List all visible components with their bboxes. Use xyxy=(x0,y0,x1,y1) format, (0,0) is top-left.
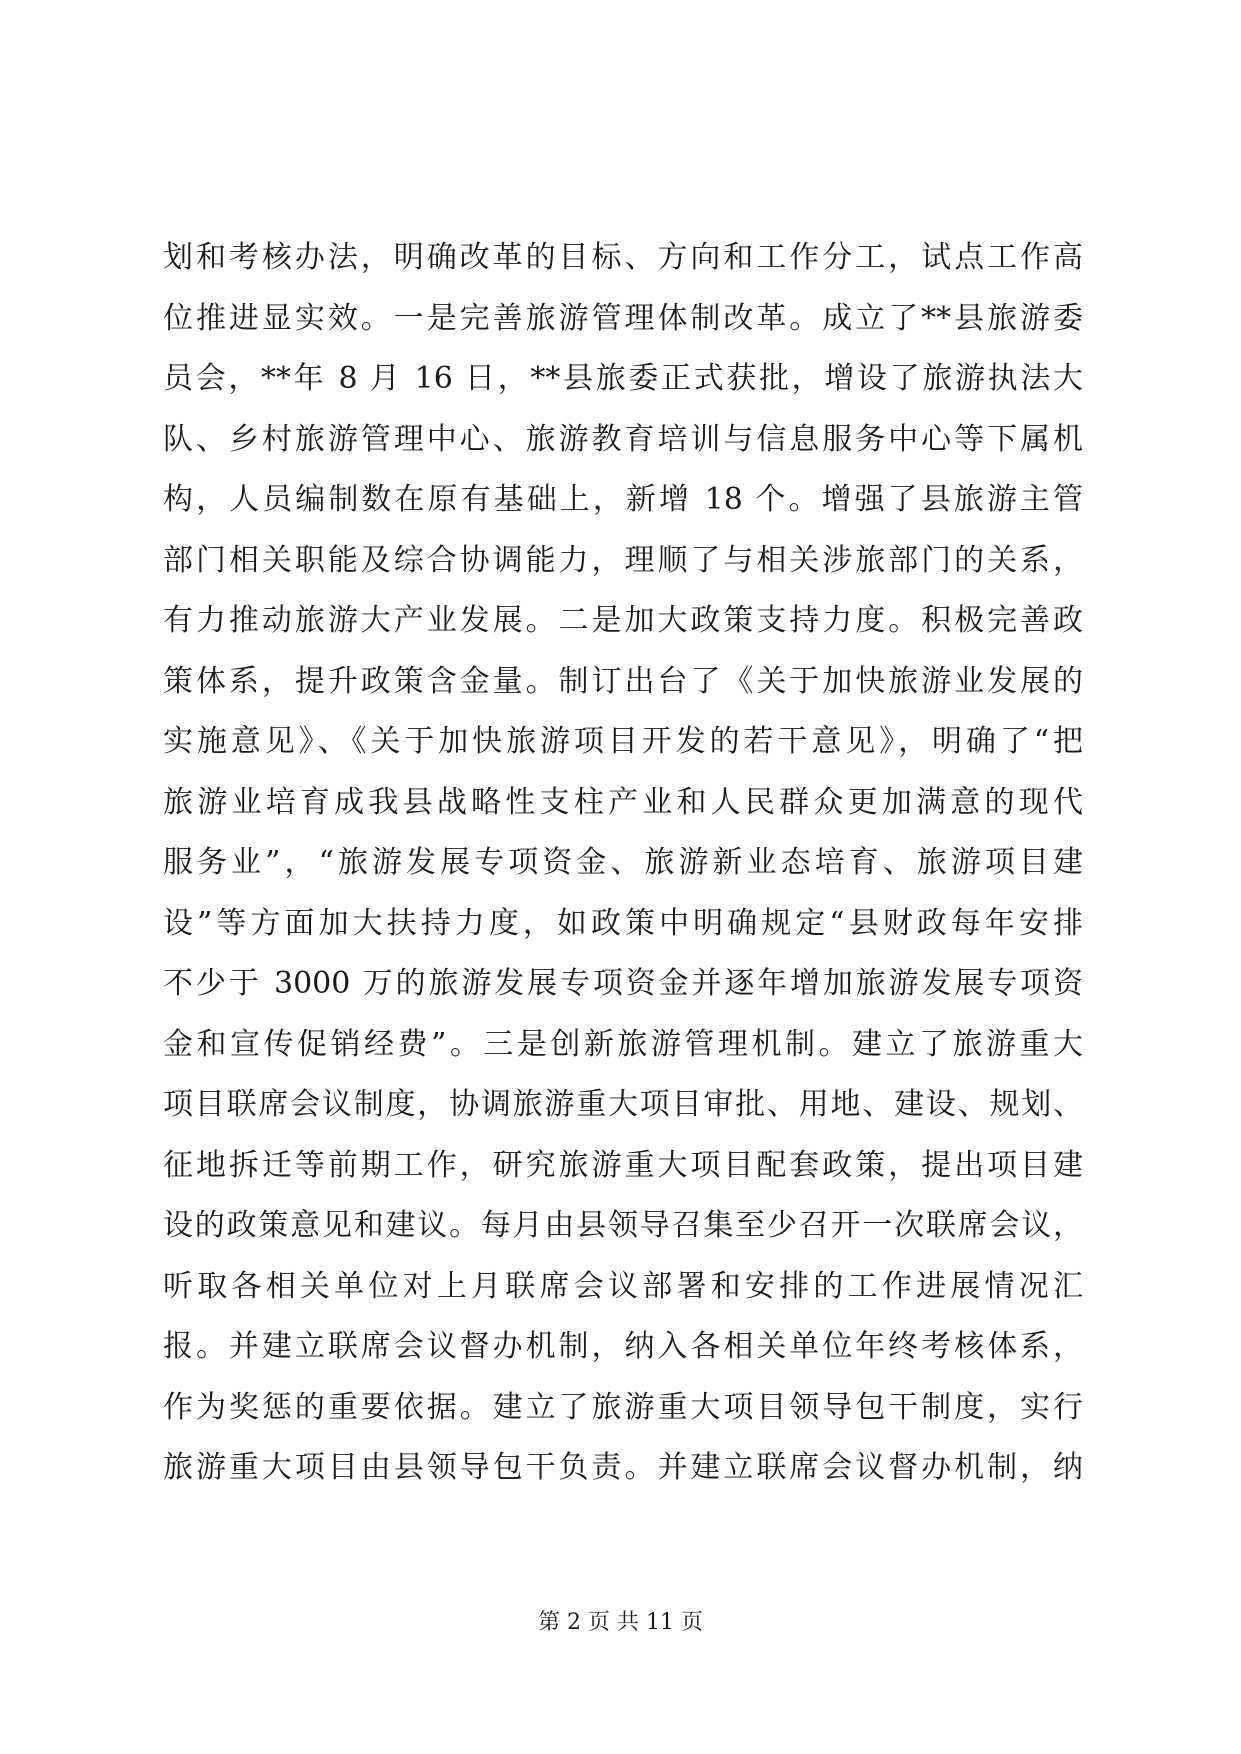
text-line: 设的政策意见和建议。每月由县领导召集至少召开一次联席会议， xyxy=(163,1208,1083,1243)
text-line: 队、乡村旅游管理中心、旅游教育培训与信息服务中心等下属机 xyxy=(163,421,1083,457)
text-line: 不少于 3000 万的旅游发展专项资金并逐年增加旅游发展专项资 xyxy=(163,966,1083,1001)
text-line: 员会，**年 8 月 16 日，**县旅委正式获批，增设了旅游执法大 xyxy=(163,361,1083,396)
text-line: 作为奖惩的重要依据。建立了旅游重大项目领导包干制度，实行 xyxy=(163,1389,1083,1425)
text-line: 报。并建立联席会议督办机制，纳入各相关单位年终考核体系， xyxy=(163,1329,1083,1364)
text-line: 征地拆迁等前期工作，研究旅游重大项目配套政策，提出项目建 xyxy=(163,1147,1083,1183)
text-line: 设”等方面加大扶持力度，如政策中明确规定“县财政每年安排 xyxy=(163,905,1083,941)
page-footer xyxy=(0,1608,1241,1638)
page-number-label: 第 2 页 共 11 页 xyxy=(538,1610,703,1635)
text-line: 服务业”，“旅游发展专项资金、旅游新业态培育、旅游项目建 xyxy=(163,845,1083,880)
text-line: 项目联席会议制度，协调旅游重大项目审批、用地、建设、规划、 xyxy=(163,1087,1083,1122)
text-line: 划和考核办法，明确改革的目标、方向和工作分工，试点工作高 xyxy=(163,240,1083,275)
text-line: 听取各相关单位对上月联席会议部署和安排的工作进展情况汇 xyxy=(163,1268,1083,1304)
text-line: 部门相关职能及综合协调能力，理顺了与相关涉旅部门的关系， xyxy=(163,542,1083,578)
text-line: 有力推动旅游大产业发展。二是加大政策支持力度。积极完善政 xyxy=(163,603,1083,638)
text-line: 旅游业培育成我县战略性支柱产业和人民群众更加满意的现代 xyxy=(163,784,1083,820)
text-line: 构，人员编制数在原有基础上，新增 18 个。增强了县旅游主管 xyxy=(163,482,1083,517)
text-line: 旅游重大项目由县领导包干负责。并建立联席会议督办机制，纳 xyxy=(163,1450,1083,1485)
body-text xyxy=(163,228,1083,1499)
text-line: 金和宣传促销经费”。三是创新旅游管理机制。建立了旅游重大 xyxy=(163,1026,1083,1062)
text-line: 实施意见》、《关于加快旅游项目开发的若干意见》，明确了“把 xyxy=(163,724,1083,759)
text-line: 策体系，提升政策含金量。制订出台了《关于加快旅游业发展的 xyxy=(163,663,1083,699)
text-line: 位推进显实效。一是完善旅游管理体制改革。成立了**县旅游委 xyxy=(163,300,1083,336)
